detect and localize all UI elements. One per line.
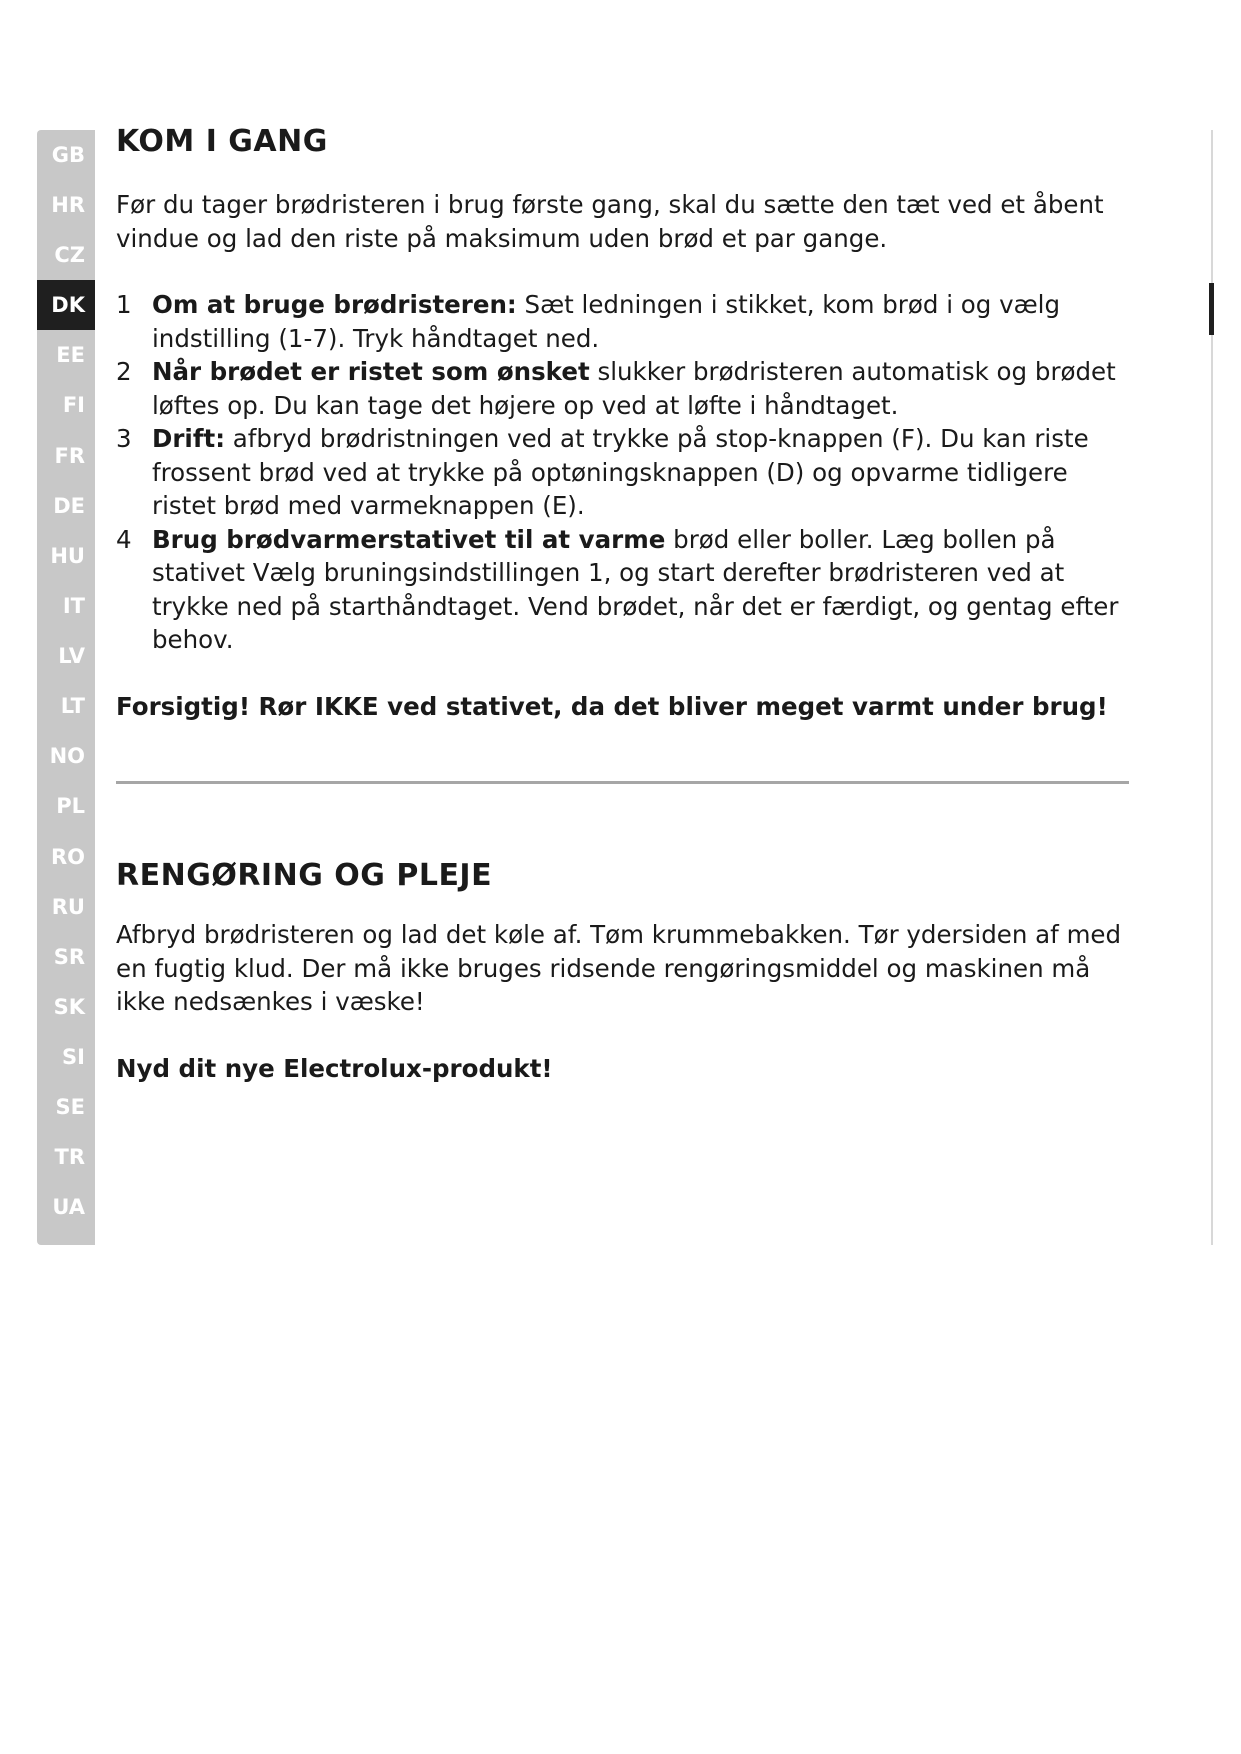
tab-lang-tr[interactable]: TR [54,1145,85,1169]
step-heading: Brug brødvarmerstativet til at varme [152,524,666,554]
step-text: afbryd brødristningen ved at trykke på stop-knappen (F). Du kan riste frossent brød ved at trykke på optøningsknappen (D) og opvarme tidligere ristet brød med varmeknappen (E). [152,424,1089,520]
step-heading: Drift: [152,424,225,453]
warning-text: Forsigtig! Rør IKKE ved stativet, da det bliver meget varmt under brug! [116,691,1108,721]
steps-list [116,288,1136,657]
step-heading: Om at bruge brødristeren: [152,290,517,319]
tab-lang-lv[interactable]: LV [58,644,85,668]
list-item-step-2 [116,355,1136,422]
right-page-marker [1209,283,1214,335]
step-text: brød eller boller. Læg bollen på stativet Vælg bruningsindstillingen 1, og start derefter brødristeren ved at trykke ned på starthåndtaget. Vend brødet, når det er færdigt, og gentag efter behov. [152,524,1119,654]
step-number: 2 [116,357,132,386]
section-title-kom-i-gang: KOM I GANG [116,124,328,159]
tab-lang-ru[interactable]: RU [51,895,85,919]
tab-lang-si[interactable]: SI [62,1045,85,1069]
tab-lang-fr[interactable]: FR [54,444,85,468]
step-text: Sæt ledningen i stikket, kom brød i og vælg indstilling (1-7). Tryk håndtaget ned. [152,290,1061,353]
step-number: 1 [116,290,132,319]
tab-lang-ee[interactable]: EE [56,343,85,367]
language-tabs [37,130,95,1245]
tab-lang-hu[interactable]: HU [50,544,85,568]
tab-lang-cz[interactable]: CZ [54,243,85,267]
tab-lang-it[interactable]: IT [62,594,85,618]
cleaning-paragraph: Afbryd brødristeren og lad det køle af. Tøm krummebakken. Tør ydersiden af med en fugtig klud. Der må ikke bruges ridsende rengøringsmiddel og maskinen må ikke nedsænkes i væske! [116,920,1122,1016]
list-item-step-1 [116,288,1136,355]
tab-lang-se[interactable]: SE [55,1095,85,1119]
closing-text: Nyd dit nye Electrolux-produkt! [116,1053,553,1083]
step-heading: Når brødet er ristet som ønsket [152,357,590,386]
list-item-step-4 [116,523,1136,657]
tab-lang-pl[interactable]: PL [56,794,85,818]
step-text: slukker brødristeren automatisk og brødet løftes op. Du kan tage det højere op ved at løfte i håndtaget. [152,357,1116,420]
intro-paragraph: Før du tager brødristeren i brug første gang, skal du sætte den tæt ved et åbent vindue og lad den riste på maksimum uden brød et par gange. [116,190,1104,253]
tab-lang-dk[interactable]: DK [37,280,95,330]
tab-lang-ro[interactable]: RO [50,845,85,869]
tab-lang-sk[interactable]: SK [53,995,85,1019]
step-number: 3 [116,424,132,453]
tab-lang-sr[interactable]: SR [53,945,85,969]
section-title-rengoering-og-pleje: RENGØRING OG PLEJE [116,858,493,893]
tab-lang-gb[interactable]: GB [51,143,85,167]
tab-lang-de[interactable]: DE [53,494,85,518]
list-item-step-3 [116,422,1136,523]
tab-lang-fi[interactable]: FI [62,393,85,417]
tab-lang-hr[interactable]: HR [51,193,85,217]
tab-lang-ua[interactable]: UA [52,1195,85,1219]
tab-lang-lt[interactable]: LT [60,694,85,718]
section-divider [116,781,1129,784]
step-number: 4 [116,524,132,554]
main-content [116,122,1136,1085]
tab-lang-no[interactable]: NO [49,744,85,768]
